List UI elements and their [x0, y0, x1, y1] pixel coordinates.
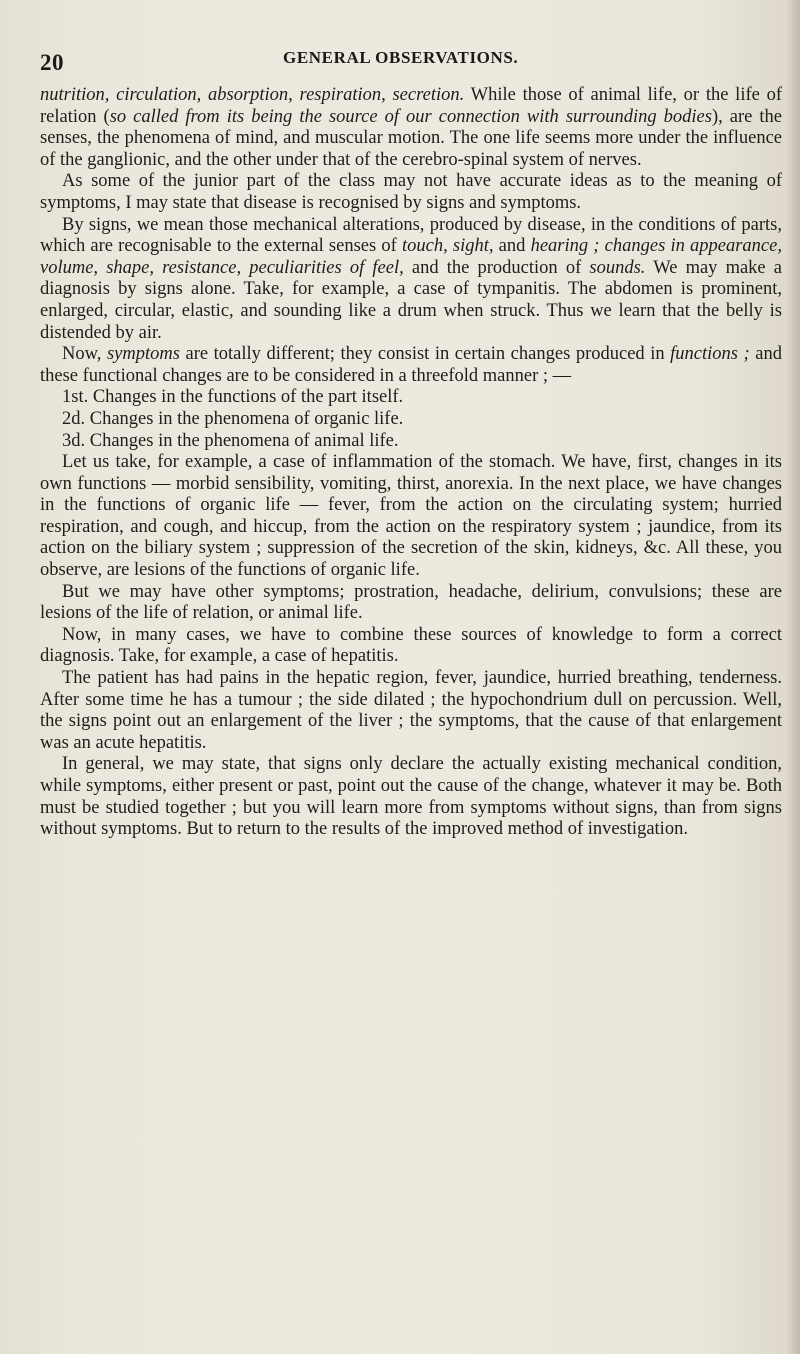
paragraph-6: But we may have other symptoms; prostration, headache, delirium, convulsions; these are lesions of the life of relation, or animal life.	[40, 581, 782, 624]
paragraph-2: As some of the junior part of the class may not have accurate ideas as to the meaning of symptoms, I may state that disease is recognised by signs and symptoms.	[40, 171, 782, 213]
paragraph-3: By signs, we mean those mechanical alterations, produced by disease, in the conditions of parts, which are recognisable to the external senses of touch, sight, and hearing ; changes in appearance, volume, shape, resistance, peculiarities of feel, and the production of sounds. We may make a diagnosis by signs alone. Take, for example, a case of tympanitis. The abdomen is prominent, enlarged, circular, elastic, and sounding like a drum when struck. Thus we learn that the belly is distended by air.	[40, 214, 783, 343]
list-item: 3d. Changes in the phenomena of animal life.	[62, 430, 399, 451]
page-header	[0, 44, 800, 74]
paragraph-9: In general, we may state, that signs only declare the actually existing mechanical condition, while symptoms, either present or past, point out the cause of the change, whatever it may be. Both must be studied together ; but you will learn more from symptoms without signs, than from signs without symptoms. But to return to the results of the improved method of investigation.	[40, 754, 782, 840]
list-item: 1st. Changes in the functions of the part itself.	[62, 387, 404, 408]
page-number: 20	[40, 50, 64, 75]
page-edge-shadow	[786, 0, 800, 1354]
running-head: GENERAL OBSERVATIONS.	[283, 48, 519, 67]
body-text	[40, 85, 782, 841]
paragraph-8: The patient has had pains in the hepatic region, fever, jaundice, hurried breathing, tenderness. After some time he has a tumour ; the side dilated ; the hypochondrium dull on percussion. Well, the signs point out an enlargement of the liver ; the symptoms, that the cause of that enlargement was an acute hepatitis.	[40, 668, 782, 753]
paragraph-1: nutrition, circulation, absorption, respiration, secretion. While those of animal life, or the life of relation (so called from its being the source of our connection with surrounding bodies), are the senses, the phenomena of mind, and muscular motion. The one life seems more under the influence of the ganglionic, and the other under that of the cerebro-spinal system of nerves.	[40, 85, 782, 170]
list-item: 2d. Changes in the phenomena of organic life.	[62, 408, 404, 429]
paragraph-4: Now, symptoms are totally different; they consist in certain changes produced in functions ; and these functional changes are to be considered in a threefold manner ; —	[40, 344, 782, 386]
italic-functions-list: nutrition, circulation, absorption, respiration, secretion.	[40, 85, 465, 105]
paragraph-7: Now, in many cases, we have to combine these sources of knowledge to form a correct diagnosis. Take, for example, a case of hepatitis.	[40, 624, 782, 667]
italic-relation-definition: so called from its being the source of our connection with surrounding bodies	[109, 106, 712, 127]
paragraph-5: Let us take, for example, a case of inflammation of the stomach. We have, first, changes in its own functions — morbid sensibility, vomiting, thirst, anorexia. In the next place, we have changes in the functions of organic life — fever, from the action on the circulating system; hurried respiration, and cough, and hiccup, from the action on the respiratory system ; jaundice, from its action on the biliary system ; suppression of the secretion of the skin, kidneys, &c. All these, you observe, are lesions of the functions of organic life.	[40, 452, 782, 581]
